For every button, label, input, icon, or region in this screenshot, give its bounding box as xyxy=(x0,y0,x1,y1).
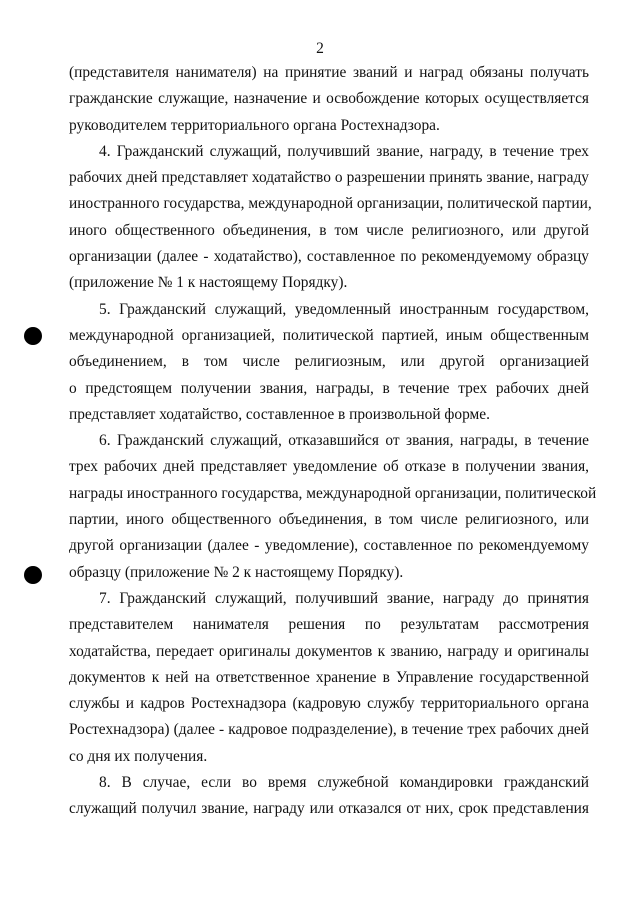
text-line: (приложение № 1 к настоящему Порядку). xyxy=(69,274,348,292)
text-line: трех рабочих дней представляет уведомление об отказе в получении звания, xyxy=(69,458,589,476)
paragraph-item-5 xyxy=(69,297,589,428)
paragraph-item-8 xyxy=(69,770,589,823)
punch-hole xyxy=(24,327,42,345)
text-line: иного общественного объединения, в том числе религиозного, или другой xyxy=(69,221,589,239)
document-body xyxy=(69,60,597,823)
text-line: представителем нанимателя решения по результатам рассмотрения xyxy=(69,616,589,634)
text-line: представляет ходатайство, составленное в произвольной форме. xyxy=(69,405,490,423)
paragraph-item-7 xyxy=(69,586,589,770)
paragraph-continuation xyxy=(69,60,589,139)
text-line: организации (далее - ходатайство), составленное по рекомендуемому образцу xyxy=(69,248,589,266)
text-line: 7. Гражданский служащий, получивший звание, награду до принятия xyxy=(99,589,589,607)
text-line: иностранного государства, международной организации, политической партии, xyxy=(69,195,592,213)
text-line: гражданские служащие, назначение и освобождение которых осуществляется xyxy=(69,90,589,108)
text-line: другой организации (далее - уведомление), составленное по рекомендуемому xyxy=(69,537,589,555)
text-line: награды иностранного государства, международной организации, политической xyxy=(69,484,597,502)
text-line: (представителя нанимателя) на принятие званий и наград обязаны получать xyxy=(69,64,589,81)
text-line: рабочих дней представляет ходатайство о разрешении принять звание, награду xyxy=(69,169,589,187)
text-line: Ростехнадзора) (далее - кадровое подразделение), в течение трех рабочих дней xyxy=(69,721,589,739)
text-line: службы и кадров Ростехнадзора (кадровую службу территориального органа xyxy=(69,695,589,713)
text-line: партии, иного общественного объединения, в том числе религиозного, или xyxy=(69,511,589,529)
text-line: 4. Гражданский служащий, получивший звание, награду, в течение трех xyxy=(99,142,589,160)
text-line: 5. Гражданский служащий, уведомленный иностранным государством, xyxy=(99,300,589,318)
text-line: документов к ней на ответственное хранение в Управление государственной xyxy=(69,668,589,686)
text-line: служащий получил звание, награду или отказался от них, срок представления xyxy=(69,800,589,818)
text-line: 6. Гражданский служащий, отказавшийся от звания, награды, в течение xyxy=(99,432,589,450)
text-line: образцу (приложение № 2 к настоящему Порядку). xyxy=(69,563,404,581)
paragraph-item-6 xyxy=(69,428,597,586)
punch-hole xyxy=(24,566,42,584)
text-line: со дня их получения. xyxy=(69,747,208,765)
text-line: ходатайства, передает оригиналы документов к званию, награду и оригиналы xyxy=(69,642,589,660)
text-line: объединением, в том числе религиозным, или другой организацией xyxy=(69,353,589,371)
text-line: 8. В случае, если во время служебной командировки гражданский xyxy=(99,774,589,792)
paragraph-item-4 xyxy=(69,139,592,297)
text-line: международной организацией, политической партией, иным общественным xyxy=(69,326,589,344)
text-line: о предстоящем получении звания, награды, в течение трех рабочих дней xyxy=(69,379,589,397)
page-number: 2 xyxy=(316,40,324,57)
text-line: руководителем территориального органа Ростехнадзора. xyxy=(69,116,440,134)
